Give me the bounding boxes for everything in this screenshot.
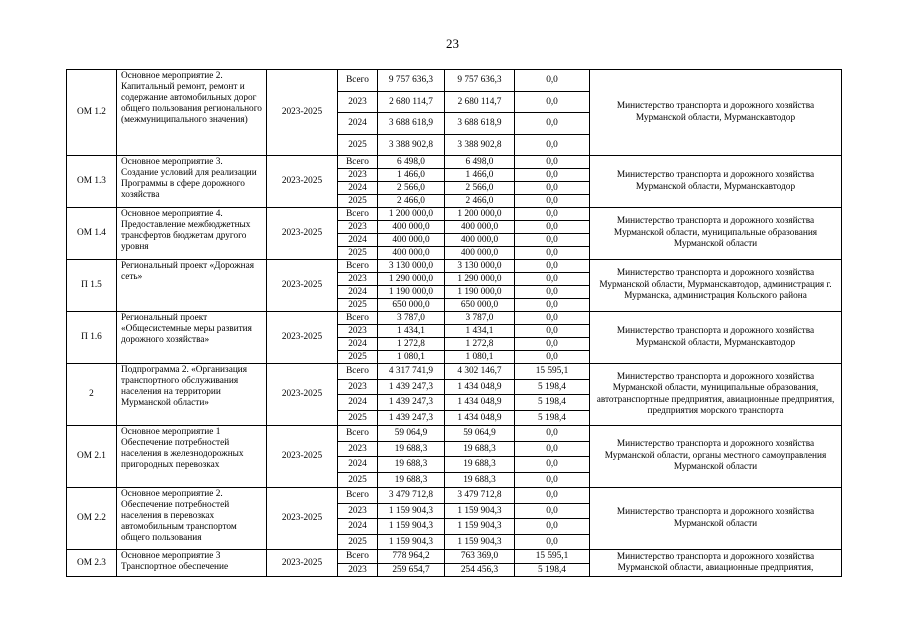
funding-regional: 1 434 048,9 [445, 410, 515, 426]
funding-total: 1 272,8 [378, 338, 445, 351]
funding-total: 1 159 904,3 [378, 534, 445, 550]
funding-year: 2023 [338, 325, 378, 338]
funding-regional: 1 159 904,3 [445, 519, 515, 535]
funding-federal: 5 198,4 [515, 563, 590, 577]
funding-regional: 254 456,3 [445, 563, 515, 577]
funding-total: 1 290 000,0 [378, 273, 445, 286]
activity-code: П 1.6 [67, 312, 117, 364]
activity-executor: Министерство транспорта и дорожного хозяйства Мурманской области, Мурманскавтодор [590, 156, 842, 208]
activity-name: Региональный проект «Дорожная сеть» [117, 260, 267, 312]
funding-regional: 3 388 902,8 [445, 134, 515, 156]
funding-regional: 1 159 904,3 [445, 503, 515, 519]
funding-regional: 650 000,0 [445, 299, 515, 312]
funding-total: 650 000,0 [378, 299, 445, 312]
funding-year: Всего [338, 260, 378, 273]
funding-regional: 3 688 618,9 [445, 113, 515, 135]
funding-regional: 1 080,1 [445, 351, 515, 364]
table-row [67, 364, 842, 380]
funding-federal: 0,0 [515, 260, 590, 273]
funding-total: 59 064,9 [378, 426, 445, 442]
activity-name: Региональный проект «Общесистемные меры развития дорожного хозяйства» [117, 312, 267, 364]
activity-code: ОМ 2.2 [67, 488, 117, 550]
funding-total: 2 680 114,7 [378, 91, 445, 113]
funding-year: 2023 [338, 91, 378, 113]
activity-name: Основное мероприятие 2. Обеспечение потребностей населения в перевозках автомобильным транспортом общего пользования [117, 488, 267, 550]
table-row [67, 70, 842, 92]
funding-regional: 3 787,0 [445, 312, 515, 325]
funding-year: 2025 [338, 134, 378, 156]
funding-federal: 0,0 [515, 534, 590, 550]
funding-federal: 0,0 [515, 503, 590, 519]
funding-year: 2023 [338, 563, 378, 577]
activity-code: ОМ 2.1 [67, 426, 117, 488]
funding-year: 2023 [338, 503, 378, 519]
funding-year: Всего [338, 426, 378, 442]
funding-year: Всего [338, 70, 378, 92]
funding-total: 6 498,0 [378, 156, 445, 169]
funding-year: 2025 [338, 472, 378, 488]
table-row [67, 312, 842, 325]
funding-year: 2023 [338, 221, 378, 234]
funding-federal: 0,0 [515, 325, 590, 338]
funding-total: 2 466,0 [378, 195, 445, 208]
activity-name: Основное мероприятие 4. Предоставление межбюджетных трансфертов бюджетам другого уровня [117, 208, 267, 260]
funding-federal: 5 198,4 [515, 395, 590, 411]
activity-code: П 1.5 [67, 260, 117, 312]
funding-year: 2024 [338, 234, 378, 247]
activity-term: 2023-2025 [267, 550, 338, 577]
funding-year: Всего [338, 364, 378, 380]
funding-total: 1 159 904,3 [378, 519, 445, 535]
funding-federal: 0,0 [515, 234, 590, 247]
funding-federal: 0,0 [515, 195, 590, 208]
activity-executor: Министерство транспорта и дорожного хозяйства Мурманской области, Мурманскавтодор [590, 70, 842, 156]
table-row [67, 426, 842, 442]
table-row [67, 260, 842, 273]
funding-year: 2024 [338, 395, 378, 411]
funding-regional: 4 302 146,7 [445, 364, 515, 380]
funding-total: 259 654,7 [378, 563, 445, 577]
funding-year: 2025 [338, 534, 378, 550]
funding-year: Всего [338, 488, 378, 504]
funding-year: 2024 [338, 457, 378, 473]
funding-total: 4 317 741,9 [378, 364, 445, 380]
activity-term: 2023-2025 [267, 364, 338, 426]
funding-regional: 400 000,0 [445, 247, 515, 260]
funding-federal: 0,0 [515, 441, 590, 457]
funding-year: 2024 [338, 182, 378, 195]
activity-code: ОМ 2.3 [67, 550, 117, 577]
funding-federal: 0,0 [515, 169, 590, 182]
funding-regional: 1 200 000,0 [445, 208, 515, 221]
funding-federal: 0,0 [515, 134, 590, 156]
funding-total: 400 000,0 [378, 234, 445, 247]
funding-federal: 0,0 [515, 457, 590, 473]
funding-total: 1 200 000,0 [378, 208, 445, 221]
funding-federal: 0,0 [515, 488, 590, 504]
funding-regional: 1 434 048,9 [445, 379, 515, 395]
funding-federal: 0,0 [515, 312, 590, 325]
table-row [67, 208, 842, 221]
funding-total: 400 000,0 [378, 247, 445, 260]
funding-total: 2 566,0 [378, 182, 445, 195]
funding-regional: 19 688,3 [445, 441, 515, 457]
funding-total: 1 159 904,3 [378, 503, 445, 519]
funding-regional: 19 688,3 [445, 457, 515, 473]
activity-executor: Министерство транспорта и дорожного хозяйства Мурманской области, органы местного самоуправления Мурманской области [590, 426, 842, 488]
funding-federal: 0,0 [515, 156, 590, 169]
activity-term: 2023-2025 [267, 156, 338, 208]
table-row [67, 488, 842, 504]
funding-regional: 1 159 904,3 [445, 534, 515, 550]
activity-executor: Министерство транспорта и дорожного хозяйства Мурманской области, муниципальные образования, автотранспортные предприятия, авиационные предприятия, предприятия морского транспорта [590, 364, 842, 426]
funding-federal: 0,0 [515, 247, 590, 260]
activity-code: 2 [67, 364, 117, 426]
funding-total: 400 000,0 [378, 221, 445, 234]
funding-total: 1 439 247,3 [378, 395, 445, 411]
funding-year: 2023 [338, 169, 378, 182]
funding-total: 19 688,3 [378, 457, 445, 473]
activity-term: 2023-2025 [267, 70, 338, 156]
funding-regional: 1 190 000,0 [445, 286, 515, 299]
funding-regional: 59 064,9 [445, 426, 515, 442]
funding-total: 3 479 712,8 [378, 488, 445, 504]
funding-year: 2025 [338, 351, 378, 364]
funding-regional: 2 680 114,7 [445, 91, 515, 113]
funding-year: 2025 [338, 410, 378, 426]
funding-federal: 0,0 [515, 221, 590, 234]
table-row [67, 550, 842, 564]
activity-term: 2023-2025 [267, 312, 338, 364]
funding-federal: 0,0 [515, 426, 590, 442]
funding-year: 2023 [338, 273, 378, 286]
activity-name: Подпрограмма 2. «Организация транспортного обслуживания населения на территории Мурманской области» [117, 364, 267, 426]
funding-year: 2024 [338, 338, 378, 351]
funding-total: 1 434,1 [378, 325, 445, 338]
funding-federal: 0,0 [515, 113, 590, 135]
funding-federal: 0,0 [515, 182, 590, 195]
funding-total: 1 466,0 [378, 169, 445, 182]
activity-term: 2023-2025 [267, 488, 338, 550]
funding-regional: 1 466,0 [445, 169, 515, 182]
funding-total: 1 080,1 [378, 351, 445, 364]
funding-regional: 1 434 048,9 [445, 395, 515, 411]
funding-federal: 0,0 [515, 286, 590, 299]
funding-total: 1 439 247,3 [378, 410, 445, 426]
program-activities-table [66, 69, 842, 577]
funding-year: 2023 [338, 379, 378, 395]
activity-term: 2023-2025 [267, 260, 338, 312]
activity-name: Основное мероприятие 3. Создание условий для реализации Программы в сфере дорожного хозяйства [117, 156, 267, 208]
funding-total: 3 688 618,9 [378, 113, 445, 135]
funding-total: 3 130 000,0 [378, 260, 445, 273]
funding-regional: 9 757 636,3 [445, 70, 515, 92]
funding-regional: 2 566,0 [445, 182, 515, 195]
activity-name: Основное мероприятие 3 Транспортное обеспечение [117, 550, 267, 577]
funding-total: 19 688,3 [378, 472, 445, 488]
funding-regional: 763 369,0 [445, 550, 515, 564]
funding-year: 2025 [338, 247, 378, 260]
funding-year: Всего [338, 208, 378, 221]
funding-total: 3 787,0 [378, 312, 445, 325]
funding-federal: 0,0 [515, 351, 590, 364]
funding-regional: 1 272,8 [445, 338, 515, 351]
activity-term: 2023-2025 [267, 426, 338, 488]
funding-federal: 0,0 [515, 70, 590, 92]
funding-federal: 5 198,4 [515, 410, 590, 426]
funding-year: 2024 [338, 519, 378, 535]
activity-name: Основное мероприятие 1 Обеспечение потребностей населения в железнодорожных пригородных перевозках [117, 426, 267, 488]
funding-federal: 0,0 [515, 273, 590, 286]
table-row [67, 156, 842, 169]
page-number: 23 [446, 36, 459, 51]
funding-year: Всего [338, 550, 378, 564]
funding-regional: 2 466,0 [445, 195, 515, 208]
funding-regional: 1 434,1 [445, 325, 515, 338]
funding-regional: 400 000,0 [445, 234, 515, 247]
funding-regional: 19 688,3 [445, 472, 515, 488]
activity-code: ОМ 1.2 [67, 70, 117, 156]
funding-total: 1 439 247,3 [378, 379, 445, 395]
activity-executor: Министерство транспорта и дорожного хозяйства Мурманской области, муниципальные образования Мурманской области [590, 208, 842, 260]
funding-federal: 0,0 [515, 519, 590, 535]
funding-total: 9 757 636,3 [378, 70, 445, 92]
funding-total: 778 964,2 [378, 550, 445, 564]
funding-federal: 15 595,1 [515, 364, 590, 380]
funding-year: Всего [338, 312, 378, 325]
funding-total: 19 688,3 [378, 441, 445, 457]
funding-year: 2024 [338, 113, 378, 135]
funding-regional: 400 000,0 [445, 221, 515, 234]
funding-regional: 6 498,0 [445, 156, 515, 169]
funding-federal: 0,0 [515, 91, 590, 113]
activity-executor: Министерство транспорта и дорожного хозяйства Мурманской области [590, 488, 842, 550]
funding-year: 2024 [338, 286, 378, 299]
funding-year: 2025 [338, 195, 378, 208]
activity-code: ОМ 1.4 [67, 208, 117, 260]
activity-code: ОМ 1.3 [67, 156, 117, 208]
funding-federal: 0,0 [515, 299, 590, 312]
funding-federal: 0,0 [515, 338, 590, 351]
activity-term: 2023-2025 [267, 208, 338, 260]
funding-total: 1 190 000,0 [378, 286, 445, 299]
funding-year: 2025 [338, 299, 378, 312]
funding-year: 2023 [338, 441, 378, 457]
activity-executor: Министерство транспорта и дорожного хозяйства Мурманской области, Мурманскавтодор [590, 312, 842, 364]
funding-federal: 15 595,1 [515, 550, 590, 564]
funding-regional: 3 130 000,0 [445, 260, 515, 273]
funding-regional: 3 479 712,8 [445, 488, 515, 504]
funding-year: Всего [338, 156, 378, 169]
funding-federal: 5 198,4 [515, 379, 590, 395]
activity-name: Основное мероприятие 2. Капитальный ремонт, ремонт и содержание автомобильных дорог общего пользования регионального (межмуниципального значения) [117, 70, 267, 156]
funding-total: 3 388 902,8 [378, 134, 445, 156]
funding-federal: 0,0 [515, 208, 590, 221]
funding-federal: 0,0 [515, 472, 590, 488]
activity-executor: Министерство транспорта и дорожного хозяйства Мурманской области, Мурманскавтодор, администрация г. Мурманска, администрация Кольского района [590, 260, 842, 312]
funding-regional: 1 290 000,0 [445, 273, 515, 286]
activity-executor: Министерство транспорта и дорожного хозяйства Мурманской области, авиационные предприятия, [590, 550, 842, 577]
